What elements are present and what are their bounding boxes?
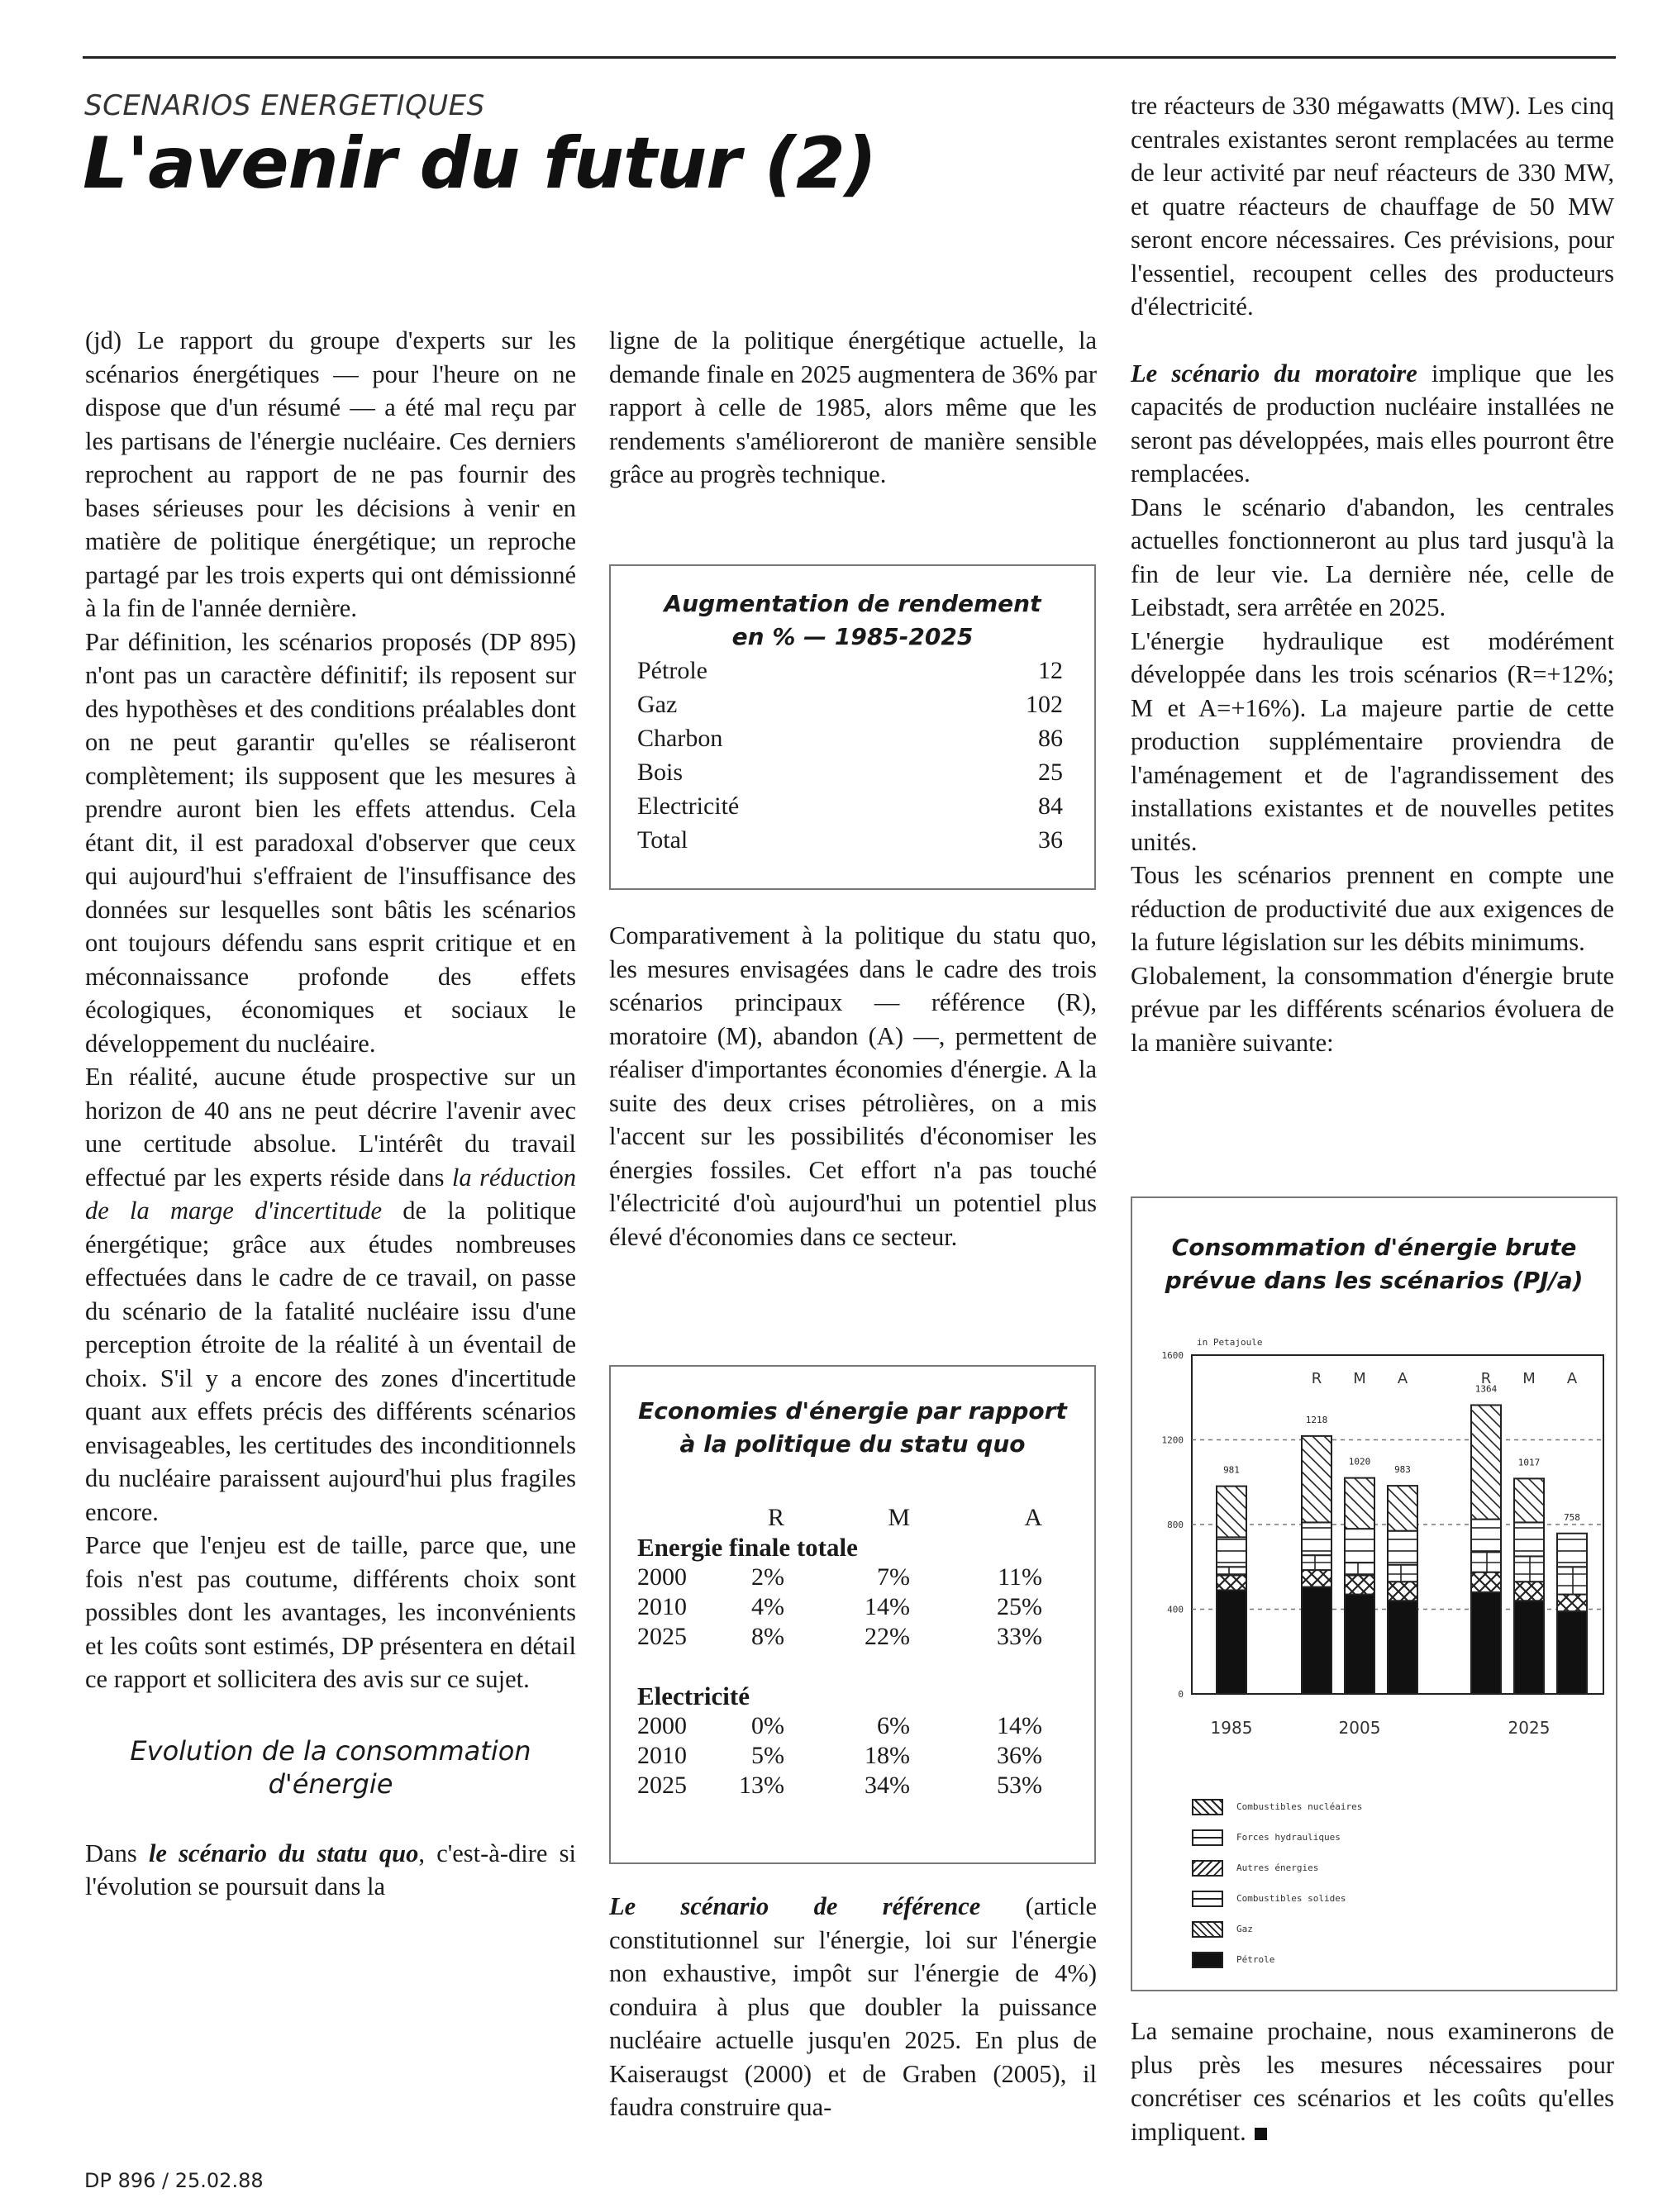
paragraph: (jd) Le rapport du groupe d'experts sur les scénarios énergétiques — pour l'heure on ne dispose que d'un résumé — a été mal reçu par les partisans de l'énergie nucléaire. Ces derniers reprochent au rapport de ne pas fournir des bases sérieuses pour les décisions à venir en matière de politique énergétique; un reproche partagé par les trois experts qui ont démissionné à la fin de l'année dernière. xyxy=(85,326,576,622)
y-tick-label: 1600 xyxy=(1161,1350,1184,1361)
paragraph: Le scénario du moratoire implique que les capacités de production nucléaire installées ne seront pas développées, mais elles pourront être remplacées. xyxy=(1131,359,1614,488)
bar-segment xyxy=(1471,1592,1501,1694)
table-row: Charbon 86 xyxy=(637,725,1063,752)
legend-label: Pétrole xyxy=(1236,1954,1275,1965)
bar-total-label: 1020 xyxy=(1348,1456,1371,1468)
legend-label: Forces hydrauliques xyxy=(1236,1832,1341,1843)
bar-segment xyxy=(1388,1531,1417,1565)
paragraph: Dans le scénario du statu quo, c'est-à-dire si l'évolution se poursuit dans la xyxy=(85,1839,577,1900)
legend-item xyxy=(1192,1853,1362,1883)
y-axis-label: in Petajoule xyxy=(1197,1337,1263,1348)
box-title: Augmentation de rendement en % — 1985-2025 xyxy=(664,590,1041,650)
paragraph: ligne de la politique énergétique actuelle, la demande finale en 2025 augmentera de 36% par rapport à celle de 1985, alors même que les rendements s'amélioreront de manière sensible grâce au progrès technique. xyxy=(609,326,1097,488)
table-row: 2010 4% 14% 25% xyxy=(637,1593,1042,1620)
bar-segment xyxy=(1302,1587,1331,1694)
emphasis: le scénario du statu quo xyxy=(148,1839,419,1867)
table-row: Pétrole 12 xyxy=(637,657,1063,684)
emphasis: la réduction de la marge d'incertitude xyxy=(85,1163,576,1225)
paragraph: Comparativement à la politique du statu quo, les mesures envisagées dans le cadre des trois scénarios principaux — référence (R), moratoire (M), abandon (A) —, permettent de réaliser d'importantes économies d'énergie. A la suite des deux crises pétrolières, on a mis l'accent sur les possibilités d'économiser les énergies fossiles. Cet effort n'a pas touché l'électricité d'où aujourd'hui un potentiel plus élevé d'économies dans ce secteur. xyxy=(609,921,1097,1251)
paragraph: Dans le scénario d'abandon, les centrales actuelles fonctionneront au plus tard jusqu'à la fin de leur vie. La dernière née, celle de Leibstadt, sera arrêtée en 2025. xyxy=(1131,492,1614,621)
economies-table xyxy=(637,1503,1067,1801)
table-group-heading: Electricité xyxy=(637,1682,750,1710)
chart-box xyxy=(1131,1196,1617,1991)
chart-title: Consommation d'énergie brute prévue dans les scénarios (PJ/a) xyxy=(1165,1234,1584,1294)
bar-segment xyxy=(1388,1486,1417,1531)
bar-segment xyxy=(1217,1590,1246,1694)
section-kicker: SCENARIOS ENERGETIQUES xyxy=(84,89,485,122)
bar-segment xyxy=(1388,1565,1417,1582)
paragraph: Parce que l'enjeu est de taille, parce que, une fois n'est pas coutume, différents choix sont possibles dont les avantages, les inconvénients et les coûts sont estimés, DP présentera en détail ce rapport et sollicitera des avis sur ce sujet. xyxy=(85,1531,576,1693)
stacked-bar-chart xyxy=(1132,1314,1616,1810)
article-column-3 xyxy=(1131,89,1614,1059)
y-tick-label: 400 xyxy=(1167,1604,1184,1615)
bar-segment xyxy=(1557,1534,1587,1567)
legend-label: Combustibles nucléaires xyxy=(1236,1801,1363,1812)
bar-segment xyxy=(1471,1405,1501,1519)
article-column-2 xyxy=(609,324,1097,492)
bar-segment xyxy=(1471,1552,1501,1572)
y-tick-label: 1200 xyxy=(1161,1434,1184,1446)
legend-swatch xyxy=(1192,1860,1223,1877)
bar-segment xyxy=(1388,1601,1417,1694)
legend-swatch xyxy=(1192,1952,1223,1968)
table-row: Electricité 84 xyxy=(637,792,1063,820)
bar-segment xyxy=(1345,1576,1374,1595)
article-column-2-end xyxy=(609,1890,1097,2124)
section-heading: Evolution de la consommation d'énergie xyxy=(130,1734,531,1800)
bar-segment xyxy=(1514,1601,1544,1694)
legend-label: Gaz xyxy=(1236,1924,1253,1934)
scenario-label: R xyxy=(1311,1370,1322,1387)
bar-segment xyxy=(1471,1520,1501,1553)
bar-total-label: 758 xyxy=(1564,1511,1580,1523)
bar-segment xyxy=(1217,1576,1246,1591)
article-closing xyxy=(1131,2015,1614,2148)
article-column-1 xyxy=(85,324,576,1904)
bar-total-label: 1218 xyxy=(1305,1414,1328,1425)
bar-segment xyxy=(1302,1436,1331,1523)
bar-segment xyxy=(1302,1522,1331,1555)
table-row: 2025 13% 34% 53% xyxy=(637,1772,1042,1799)
x-group-label: 1985 xyxy=(1210,1718,1253,1738)
bar-total-label: 981 xyxy=(1223,1464,1240,1476)
bar-total-label: 1017 xyxy=(1517,1457,1541,1468)
paragraph: L'énergie hydraulique est modérément développée dans les trois scénarios (R=+12%; M et A=+16%). La majeure partie de cette production supplémentaire proviendra de l'aménagement et de l'agrandissement des installations existantes et de nouvelles petites unités. xyxy=(1131,626,1614,856)
bar-segment xyxy=(1471,1572,1501,1592)
y-tick-label: 0 xyxy=(1178,1689,1184,1700)
bar-segment xyxy=(1345,1529,1374,1563)
paragraph: tre réacteurs de 330 mégawatts (MW). Les cinq centrales existantes seront remplacées au terme de leur activité par neuf réacteurs de 330 MW, et quatre réacteurs de chauffage de 50 MW seront encore nécessaires. Ces prévisions, pour l'essentiel, recoupent celles des producteurs d'électricité. xyxy=(1131,92,1614,321)
paragraph: En réalité, aucune étude prospective sur un horizon de 40 ans ne peut décrire l'avenir avec une certitude absolue. L'intérêt du travail effectué par les experts réside dans la réduction de la marge d'incertitude de la politique énergétique; grâce aux études nombreuses effectuées dans le cadre de ce travail, on passe du scénario de la fatalité nucléaire issu d'une perception étroite de la réalité à un éventail de choix. S'il y a encore des zones d'incertitude quant aux effets précis des différents scénarios envisageables, les certitudes des inconditionnels du nucléaire paraissent aujourd'hui plus fragiles encore. xyxy=(85,1063,577,1526)
bar-segment xyxy=(1217,1487,1246,1538)
paragraph: Par définition, les scénarios proposés (DP 895) n'ont pas un caractère définitif; ils reposent sur des hypothèses et des conditions préalables dont on ne peut garantir qu'elles se réaliseront complètement; ils supposent que les mesures à prendre auront bien les effets attendus. Cela étant dit, il est paradoxal d'observer que ceux qui aujourd'hui s'effraient de l'insuffisance des données sur lesquelles sont bâtis les scénarios ont toujours défendu sans esprit critique et en méconnaissance profonde des effets écologiques, économiques et sociaux le développement du nucléaire. xyxy=(85,627,576,1058)
legend-item xyxy=(1192,1944,1362,1975)
article-headline: L'avenir du futur (2) xyxy=(83,122,877,205)
bar-segment xyxy=(1345,1595,1374,1694)
emphasis: Le scénario de référence xyxy=(609,1892,981,1920)
legend-label: Combustibles solides xyxy=(1236,1893,1346,1904)
paragraph: Globalement, la consommation d'énergie brute prévue par les différents scénarios évoluera de la manière suivante: xyxy=(1131,961,1614,1057)
bar-total-label: 1364 xyxy=(1474,1383,1498,1395)
legend-item xyxy=(1192,1822,1362,1853)
bar-segment xyxy=(1217,1567,1246,1575)
table-row: Total 36 xyxy=(637,826,1063,854)
economies-table-box xyxy=(609,1365,1096,1864)
bar-segment xyxy=(1302,1555,1331,1570)
legend-swatch xyxy=(1192,1921,1223,1938)
scenario-label: M xyxy=(1353,1370,1366,1387)
paragraph: La semaine prochaine, nous examinerons de plus près les mesures nécessaires pour concrétiser ces scénarios et les coûts qu'elles impliquent. xyxy=(1131,2017,1614,2146)
bar-segment xyxy=(1345,1478,1374,1529)
chart-legend xyxy=(1192,1791,1362,1975)
bar-total-label: 983 xyxy=(1394,1464,1411,1476)
scenario-label: A xyxy=(1397,1370,1408,1387)
x-group-label: 2005 xyxy=(1338,1718,1381,1738)
box-title: Economies d'énergie par rapport à la politique du statu quo xyxy=(638,1397,1067,1458)
table-row: 2000 2% 7% 11% xyxy=(637,1563,1042,1591)
top-rule xyxy=(83,56,1616,59)
bar-segment xyxy=(1557,1567,1587,1594)
table-row: Gaz 102 xyxy=(637,691,1063,718)
end-of-article-mark xyxy=(1255,2128,1267,2140)
table-group-heading: Energie finale totale xyxy=(637,1533,858,1562)
legend-swatch xyxy=(1192,1829,1223,1846)
legend-item xyxy=(1192,1914,1362,1944)
table-row: 2025 8% 22% 33% xyxy=(637,1623,1042,1650)
paragraph: Tous les scénarios prennent en compte une réduction de productivité due aux exigences de la future législation sur les débits minimums. xyxy=(1131,861,1614,956)
legend-label: Autres énergies xyxy=(1236,1862,1319,1873)
footer-issue: DP 896 / 25.02.88 xyxy=(84,2169,264,2192)
table-row: R M A xyxy=(767,1504,1042,1531)
bar-segment xyxy=(1514,1582,1544,1601)
bar-segment xyxy=(1345,1563,1374,1575)
paragraph: Le scénario de référence (article constitutionnel sur l'énergie, loi sur l'énergie non exhaustive, impôt sur l'énergie de 4%) conduira à plus que doubler la puissance nucléaire actuelle jusqu'en 2025. En plus de Kaiseraugst (2000) et de Graben (2005), il faudra construire qua- xyxy=(609,1892,1097,2121)
article-column-2-cont xyxy=(609,919,1097,1253)
bar-segment xyxy=(1388,1582,1417,1601)
scenario-label: A xyxy=(1566,1370,1578,1387)
table-row: 2000 0% 6% 14% xyxy=(637,1712,1042,1739)
rendement-table-box xyxy=(609,564,1096,890)
rendement-table xyxy=(611,654,1094,857)
emphasis: Le scénario du moratoire xyxy=(1131,359,1417,388)
bar-segment xyxy=(1557,1611,1587,1694)
legend-swatch xyxy=(1192,1799,1223,1815)
bar-segment xyxy=(1514,1556,1544,1582)
bar-segment xyxy=(1514,1522,1544,1556)
scenario-label: M xyxy=(1522,1370,1536,1387)
bar-segment xyxy=(1302,1570,1331,1587)
scenario-label: R xyxy=(1480,1370,1492,1387)
table-row: 2010 5% 18% 36% xyxy=(637,1742,1042,1769)
legend-item xyxy=(1192,1791,1362,1822)
x-group-label: 2025 xyxy=(1508,1718,1551,1738)
legend-swatch xyxy=(1192,1891,1223,1907)
legend-item xyxy=(1192,1883,1362,1914)
bar-segment xyxy=(1217,1537,1246,1567)
bar-segment xyxy=(1557,1595,1587,1612)
bar-segment xyxy=(1514,1478,1544,1522)
table-row: Bois 25 xyxy=(637,759,1063,786)
y-tick-label: 800 xyxy=(1167,1520,1184,1530)
